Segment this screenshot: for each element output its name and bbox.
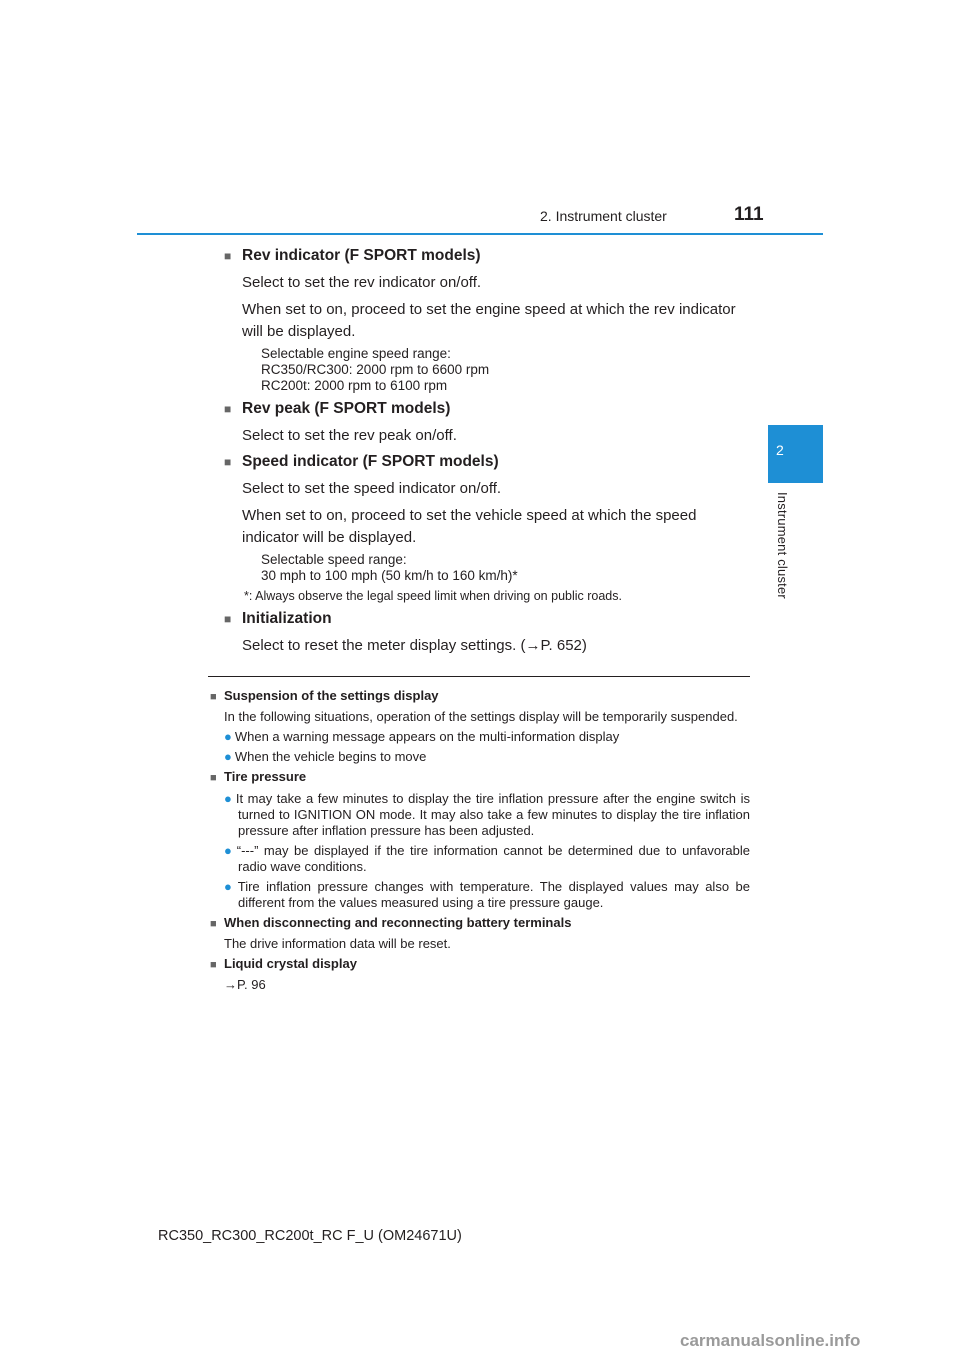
square-bullet-icon: ■: [210, 691, 217, 703]
note-paragraph: In the following situations, operation of the settings display will be temporarily suspended.: [224, 709, 738, 724]
list-item: ● “---” may be displayed if the tire information cannot be determined due to unfavorable radio wave conditions.: [224, 843, 751, 874]
list-item: ● Tire inflation pressure changes with temperature. The displayed values may also be different from the values measured using a tire pressure gauge.: [224, 879, 751, 910]
header-section-title: 2. Instrument cluster: [540, 208, 667, 224]
bullet-dot-icon: ●: [224, 843, 234, 858]
note-title: ■ Liquid crystal display: [210, 955, 750, 974]
paragraph: Select to reset the meter display settings. (→P. 652): [242, 637, 587, 654]
square-bullet-icon: ■: [224, 612, 232, 626]
list-item: ● When a warning message appears on the multi-information display: [224, 729, 620, 744]
page-number: 111: [734, 204, 764, 225]
note-title: ■ Suspension of the settings display: [210, 687, 750, 706]
section-speed-indicator: [224, 451, 750, 604]
note-title: ■ Tire pressure: [210, 768, 750, 787]
list-item: ● It may take a few minutes to display the tire inflation pressure after the engine switch is turned to IGNITION ON mode. It may also take a few minutes to display the tire inflation pressure after inflation pressure has been adjusted.: [224, 791, 750, 838]
range-note: Selectable engine speed range: RC350/RC300: 2000 rpm to 6600 rpm RC200t: 2000 rpm to 6100 rpm: [261, 346, 490, 393]
section-rev-peak: [224, 398, 750, 447]
section-title: ■ Rev peak (F SPORT models): [224, 398, 750, 420]
square-bullet-icon: ■: [210, 959, 217, 971]
paragraph: When set to on, proceed to set the engine speed at which the rev indicator will be displayed.: [242, 301, 736, 340]
paragraph: Select to set the rev peak on/off.: [242, 427, 457, 444]
notes-section: [210, 684, 750, 995]
bullet-dot-icon: ●: [224, 791, 233, 806]
paragraph: Select to set the speed indicator on/off.: [242, 480, 502, 497]
section-title: ■ Speed indicator (F SPORT models): [224, 451, 750, 473]
bullet-dot-icon: ●: [224, 879, 235, 894]
header-rule: [137, 233, 823, 235]
main-content: [224, 241, 750, 657]
square-bullet-icon: ■: [224, 249, 232, 263]
square-bullet-icon: ■: [210, 918, 217, 930]
square-bullet-icon: ■: [210, 772, 217, 784]
chapter-tab: 2: [768, 425, 823, 483]
notes-divider: [208, 676, 750, 677]
bullet-dot-icon: ●: [224, 749, 232, 764]
paragraph: Select to set the rev indicator on/off.: [242, 274, 482, 291]
square-bullet-icon: ■: [224, 455, 232, 469]
note-title: ■ When disconnecting and reconnecting battery terminals: [210, 914, 750, 933]
section-rev-indicator: [224, 245, 750, 394]
range-note: Selectable speed range: 30 mph to 100 mph (50 km/h to 160 km/h)*: [261, 552, 518, 583]
list-item: ● When the vehicle begins to move: [224, 749, 427, 764]
page-reference-link[interactable]: →P. 96: [224, 977, 266, 992]
section-title: ■ Rev indicator (F SPORT models): [224, 245, 750, 267]
section-initialization: [224, 608, 750, 657]
footer-model-code: RC350_RC300_RC200t_RC F_U (OM24671U): [158, 1228, 462, 1244]
section-title: ■ Initialization: [224, 608, 750, 630]
paragraph: When set to on, proceed to set the vehicle speed at which the speed indicator will be displayed.: [242, 507, 697, 546]
footnote: *: Always observe the legal speed limit when driving on public roads.: [244, 589, 622, 603]
bullet-dot-icon: ●: [224, 729, 232, 744]
note-paragraph: The drive information data will be reset.: [224, 936, 451, 951]
chapter-side-label: Instrument cluster: [775, 492, 790, 599]
watermark: carmanualsonline.info: [680, 1331, 861, 1350]
square-bullet-icon: ■: [224, 402, 232, 416]
